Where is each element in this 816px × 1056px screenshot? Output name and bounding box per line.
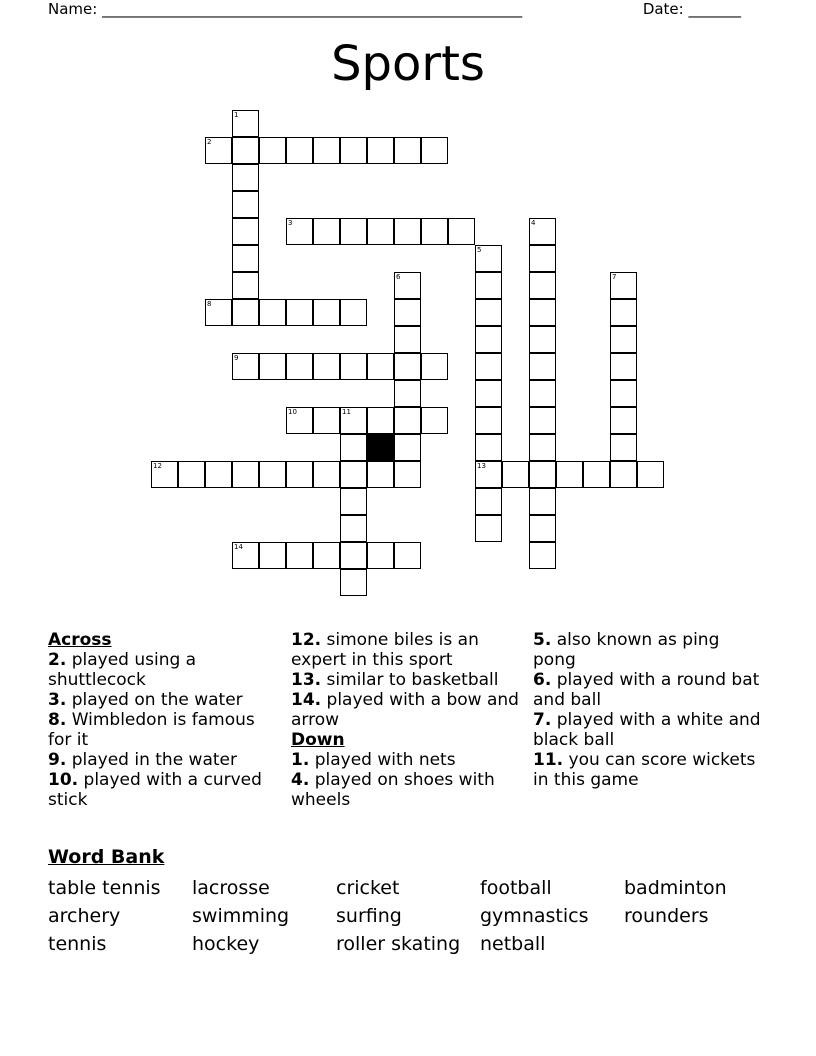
crossword-cell[interactable]	[340, 299, 367, 326]
word-bank-word: lacrosse	[192, 877, 270, 899]
clue-across-3: 3. played on the water	[48, 690, 243, 710]
crossword-cell[interactable]	[448, 218, 475, 245]
crossword-cell[interactable]	[313, 353, 340, 380]
clue-number: 8	[207, 300, 212, 308]
crossword-cell[interactable]	[529, 488, 556, 515]
crossword-cell[interactable]	[286, 542, 313, 569]
clue-down-11: 11. you can score wickets in this game	[533, 750, 756, 790]
clue-across-13: 13. similar to basketball	[291, 670, 499, 690]
crossword-cell[interactable]	[394, 434, 421, 461]
down-heading: Down	[291, 730, 345, 750]
crossword-cell[interactable]	[340, 515, 367, 542]
crossword-cell[interactable]	[313, 218, 340, 245]
crossword-cell[interactable]	[259, 299, 286, 326]
crossword-cell[interactable]	[502, 461, 529, 488]
crossword-cell[interactable]	[340, 488, 367, 515]
word-bank-word: gymnastics	[480, 905, 589, 927]
crossword-cell[interactable]	[151, 461, 178, 488]
word-bank-word: tennis	[48, 933, 107, 955]
crossword-cell[interactable]	[610, 380, 637, 407]
crossword-cell[interactable]	[529, 218, 556, 245]
word-bank-word: surfing	[336, 905, 402, 927]
clue-down-4: 4. played on shoes with wheels	[291, 770, 495, 810]
clue-number: 10	[288, 408, 297, 416]
crossword-cell[interactable]	[475, 434, 502, 461]
word-bank-word: swimming	[192, 905, 290, 927]
crossword-cell[interactable]	[610, 299, 637, 326]
crossword-cell[interactable]	[556, 461, 583, 488]
crossword-cell[interactable]	[286, 461, 313, 488]
crossword-cell[interactable]	[529, 245, 556, 272]
clue-number: 7	[612, 273, 617, 281]
crossword-cell[interactable]	[367, 461, 394, 488]
page-title: Sports	[331, 36, 485, 92]
crossword-cell[interactable]	[475, 407, 502, 434]
clue-across-9: 9. played in the water	[48, 750, 237, 770]
crossword-cell[interactable]	[475, 299, 502, 326]
crossword-cell[interactable]	[475, 461, 502, 488]
crossword-cell[interactable]	[367, 218, 394, 245]
clues-column-3	[533, 630, 765, 790]
word-bank-word: roller skating	[336, 933, 461, 955]
crossword-cell[interactable]	[340, 461, 367, 488]
crossword-cell[interactable]	[610, 326, 637, 353]
crossword-cell[interactable]	[394, 137, 421, 164]
crossword-cell[interactable]	[583, 461, 610, 488]
crossword-cell[interactable]	[286, 407, 313, 434]
word-bank-word: table tennis	[48, 877, 161, 899]
crossword-cell[interactable]	[610, 461, 637, 488]
crossword-cell[interactable]	[232, 299, 259, 326]
crossword-cell[interactable]	[259, 137, 286, 164]
crossword-cell[interactable]	[259, 353, 286, 380]
crossword-cell[interactable]	[394, 380, 421, 407]
crossword-cell[interactable]	[232, 164, 259, 191]
crossword-cell[interactable]	[421, 407, 448, 434]
crossword-cell[interactable]	[367, 137, 394, 164]
crossword-cell[interactable]	[610, 407, 637, 434]
crossword-cell[interactable]	[475, 272, 502, 299]
crossword-cell[interactable]	[286, 137, 313, 164]
clue-down-7: 7. played with a white and black ball	[533, 710, 761, 750]
clue-down-1: 1. played with nets	[291, 750, 456, 770]
crossword-cell[interactable]	[259, 542, 286, 569]
across-heading: Across	[48, 630, 112, 650]
crossword-cell[interactable]	[313, 542, 340, 569]
crossword-cell[interactable]	[232, 137, 259, 164]
crossword-cell[interactable]	[421, 353, 448, 380]
crossword-cell[interactable]	[529, 326, 556, 353]
crossword-cell[interactable]	[232, 218, 259, 245]
clue-number: 1	[234, 111, 239, 119]
crossword-cell[interactable]	[232, 272, 259, 299]
crossword-cell[interactable]	[610, 272, 637, 299]
word-bank-word: hockey	[192, 933, 260, 955]
crossword-cell[interactable]	[394, 407, 421, 434]
crossword-cell[interactable]	[340, 542, 367, 569]
clues-column-1	[48, 630, 280, 810]
clue-across-14: 14. played with a bow and arrow	[291, 690, 519, 730]
crossword-cell[interactable]	[529, 299, 556, 326]
word-bank-word: football	[480, 877, 552, 899]
crossword-cell[interactable]	[232, 542, 259, 569]
crossword-cell[interactable]	[475, 353, 502, 380]
crossword-cell[interactable]	[637, 461, 664, 488]
crossword-cell[interactable]	[313, 407, 340, 434]
clue-across-10: 10. played with a curved stick	[48, 770, 262, 810]
crossword-cell[interactable]	[529, 461, 556, 488]
crossword-cell[interactable]	[394, 218, 421, 245]
clue-number: 4	[531, 219, 536, 227]
clue-across-2: 2. played using a shuttlecock	[48, 650, 197, 690]
clue-number: 6	[396, 273, 401, 281]
name-field[interactable]: Name: ________________________________________________________	[48, 0, 523, 18]
crossword-cell[interactable]	[475, 515, 502, 542]
clue-number: 9	[234, 354, 239, 362]
crossword-cell[interactable]	[610, 353, 637, 380]
crossword-cell[interactable]	[394, 542, 421, 569]
crossword-cell[interactable]	[232, 245, 259, 272]
crossword-cell[interactable]	[475, 245, 502, 272]
crossword-cell[interactable]	[529, 380, 556, 407]
crossword-cell[interactable]	[394, 272, 421, 299]
word-bank-title: Word Bank	[48, 846, 165, 868]
crossword-cell[interactable]	[394, 326, 421, 353]
crossword-cell[interactable]	[286, 218, 313, 245]
date-field[interactable]: Date: _______	[642, 0, 741, 18]
word-bank-word: archery	[48, 905, 121, 927]
clue-number: 11	[342, 408, 351, 416]
crossword-cell[interactable]	[313, 137, 340, 164]
crossword-cell[interactable]	[286, 353, 313, 380]
crossword-cell[interactable]	[205, 461, 232, 488]
crossword-cell[interactable]	[232, 191, 259, 218]
crossword-cell[interactable]	[421, 137, 448, 164]
crossword-cell[interactable]	[205, 299, 232, 326]
crossword-cell[interactable]	[475, 488, 502, 515]
clue-down-5: 5. also known as ping pong	[533, 630, 720, 670]
clues-column-2	[291, 630, 523, 810]
crossword-cell[interactable]	[340, 218, 367, 245]
crossword-cell[interactable]	[313, 299, 340, 326]
crossword-cell[interactable]	[340, 434, 367, 461]
clue-number: 3	[288, 219, 293, 227]
crossword-cell[interactable]	[529, 434, 556, 461]
crossword-cell[interactable]	[259, 461, 286, 488]
crossword-cell[interactable]	[340, 353, 367, 380]
clue-number: 13	[477, 462, 486, 470]
crossword-cell[interactable]	[205, 137, 232, 164]
crossword-cell[interactable]	[367, 407, 394, 434]
crossword-cell[interactable]	[340, 569, 367, 596]
word-bank-word: badminton	[624, 877, 727, 899]
crossword-cell[interactable]	[340, 407, 367, 434]
clue-across-8: 8. Wimbledon is famous for it	[48, 710, 255, 750]
crossword-cell[interactable]	[529, 407, 556, 434]
crossword-cell[interactable]	[394, 299, 421, 326]
crossword-cell[interactable]	[529, 515, 556, 542]
crossword-cell[interactable]	[367, 542, 394, 569]
crossword-cell[interactable]	[232, 110, 259, 137]
crossword-cell[interactable]	[529, 272, 556, 299]
crossword-cell[interactable]	[610, 434, 637, 461]
crossword-cell[interactable]	[529, 353, 556, 380]
crossword-cell[interactable]	[313, 461, 340, 488]
crossword-cell[interactable]	[475, 380, 502, 407]
crossword-cell[interactable]	[394, 353, 421, 380]
crossword-cell[interactable]	[340, 137, 367, 164]
clue-number: 12	[153, 462, 162, 470]
crossword-cell[interactable]	[475, 326, 502, 353]
word-bank-word: netball	[480, 933, 546, 955]
crossword-black-cell	[367, 434, 394, 461]
word-bank-word: rounders	[624, 905, 709, 927]
crossword-cell[interactable]	[367, 353, 394, 380]
clue-number: 14	[234, 543, 243, 551]
word-bank-word: cricket	[336, 877, 400, 899]
crossword-cell[interactable]	[232, 353, 259, 380]
crossword-cell[interactable]	[178, 461, 205, 488]
crossword-cell[interactable]	[232, 461, 259, 488]
clue-down-6: 6. played with a round bat and ball	[533, 670, 760, 710]
crossword-cell[interactable]	[421, 218, 448, 245]
clue-across-12: 12. simone biles is an expert in this sport	[291, 630, 479, 670]
clue-number: 2	[207, 138, 212, 146]
crossword-cell[interactable]	[394, 461, 421, 488]
crossword-cell[interactable]	[286, 299, 313, 326]
crossword-cell[interactable]	[529, 542, 556, 569]
clue-number: 5	[477, 246, 482, 254]
